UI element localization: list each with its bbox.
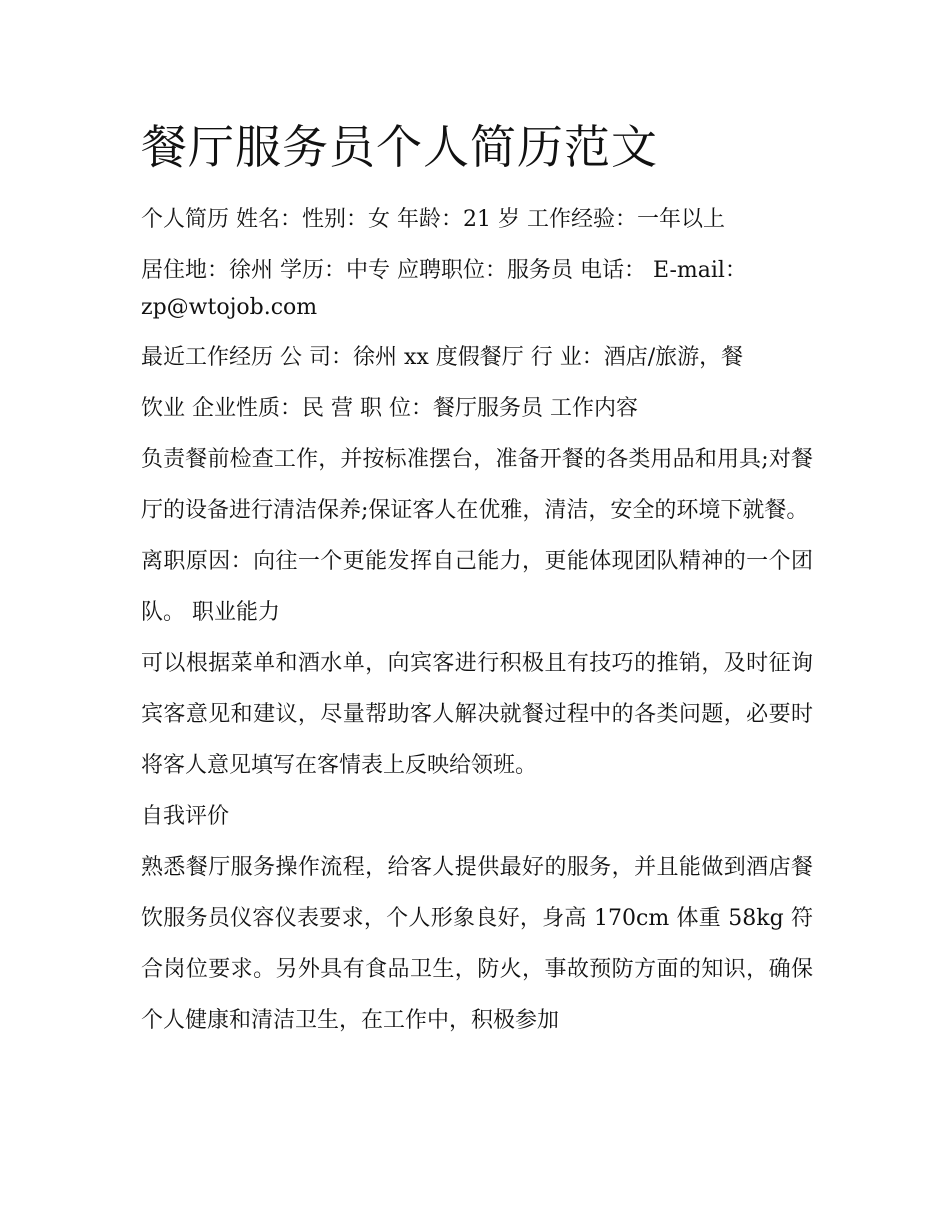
recent-work-line: 最近工作经历 公 司：徐州 xx 度假餐厅 行 业：酒店/旅游，餐 xyxy=(141,345,744,370)
professional-ability-paragraph: 可以根据菜单和酒水单，向宾客进行积极且有技巧的推销，及时征询宾客意见和建议，尽量帮助客人解决就餐过程中的各类问题，必要时将客人意见填写在客情表上反映给领班。 xyxy=(141,651,813,778)
document-title: 餐厅服务员个人简历范文 xyxy=(141,120,658,174)
self-evaluation-heading: 自我评价 xyxy=(141,804,230,829)
job-duties-paragraph: 负责餐前检查工作，并按标准摆台，准备开餐的各类用品和用具;对餐厅的设备进行清洁保养;保证客人在优雅，清洁，安全的环境下就餐。 xyxy=(141,447,813,523)
company-nature-line: 饮业 企业性质：民 营 职 位：餐厅服务员 工作内容 xyxy=(141,396,638,421)
residence-contact-line: 居住地：徐州 学历：中专 应聘职位：服务员 电话： E-mail： xyxy=(141,258,747,283)
self-evaluation-paragraph: 熟悉餐厅服务操作流程，给客人提供最好的服务，并且能做到酒店餐饮服务员仪容仪表要求，个人形象良好，身高 170cm 体重 58kg 符合岗位要求。另外具有食品卫生，防火，事故预防方面的知识，确保个人健康和清洁卫生，在工作中，积极参加 xyxy=(141,855,813,1033)
leaving-reason-paragraph: 离职原因：向往一个更能发挥自己能力，更能体现团队精神的一个团队。 职业能力 xyxy=(141,549,813,625)
document-page xyxy=(141,112,813,1046)
email-address: zp@wtojob.com xyxy=(141,295,318,320)
personal-info-line: 个人简历 姓名：性别：女 年龄：21 岁 工作经验：一年以上 xyxy=(141,207,725,232)
